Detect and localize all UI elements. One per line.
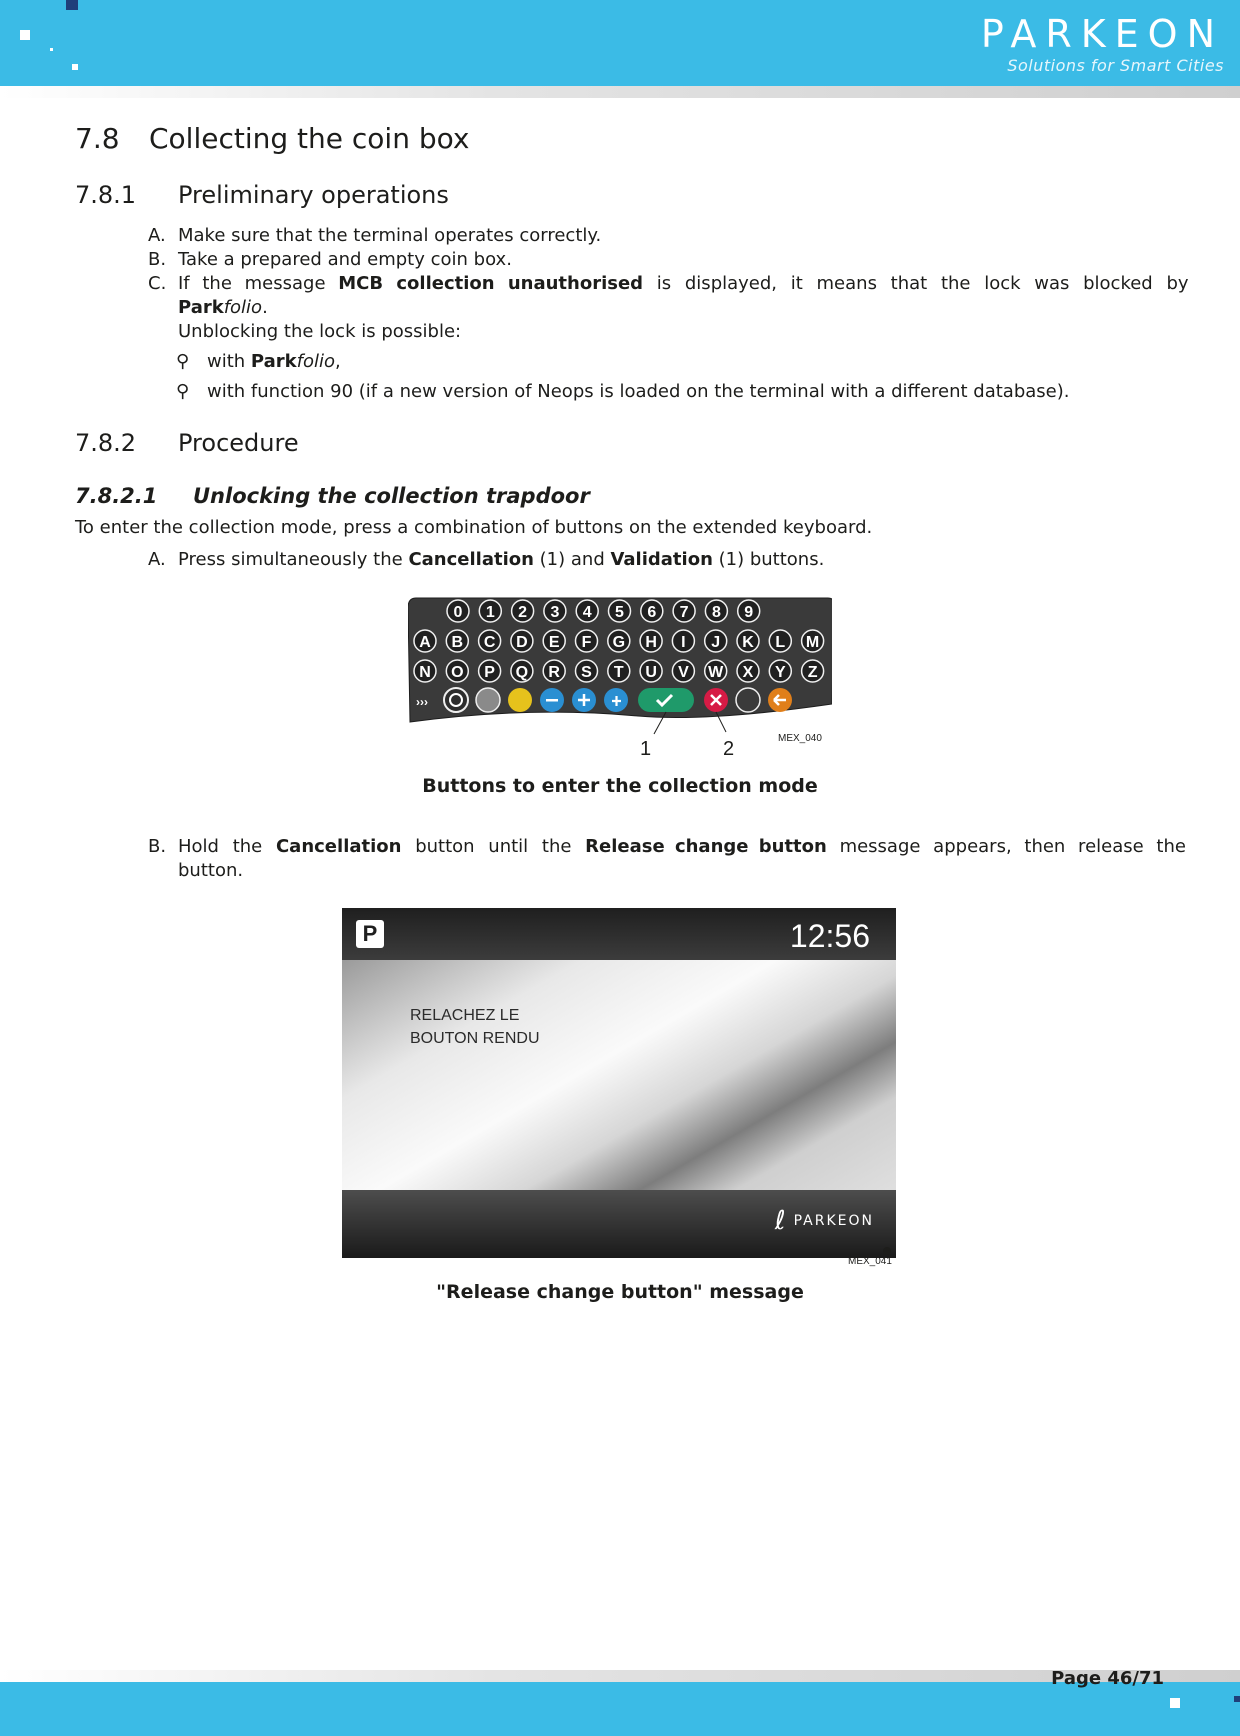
terminal-screen-figure — [342, 908, 896, 1258]
key-label: Q — [515, 664, 529, 681]
step-b-text — [178, 835, 1186, 859]
section-number: 7.8 — [75, 122, 120, 155]
header-dot — [66, 0, 78, 10]
screen-top-bar — [342, 908, 896, 960]
svg-text:›››: ››› — [416, 695, 428, 709]
key-label: F — [581, 634, 592, 651]
bullet-icon: ⚲ — [176, 381, 190, 402]
button-name: Cancellation — [275, 836, 402, 857]
list-label: B. — [148, 249, 167, 270]
key-label: P — [484, 664, 495, 681]
header-dot — [72, 64, 78, 70]
refresh-key — [508, 688, 532, 712]
text-run: If the message — [178, 273, 339, 294]
bullet-text: with function 90 (if a new version of Neops is loaded on the terminal with a different database). — [207, 381, 1070, 402]
key-label: 4 — [582, 604, 592, 621]
key-label: G — [612, 634, 626, 651]
screen-body — [342, 960, 896, 1198]
figure-reference: MEX_041 — [848, 1256, 892, 1267]
header-dot — [20, 30, 30, 40]
figure-reference: MEX_040 — [778, 733, 822, 744]
subsubsection-heading — [75, 484, 590, 508]
accessibility-key — [736, 688, 760, 712]
list-label: A. — [148, 549, 166, 570]
list-item-text: Make sure that the terminal operates correctly. — [178, 225, 602, 246]
power-key — [444, 688, 468, 712]
page-header — [0, 0, 1240, 86]
key-label: D — [516, 634, 528, 651]
list-item-text — [178, 272, 1189, 296]
subsection-heading-procedure — [75, 429, 299, 457]
list-item-text: Unblocking the lock is possible: — [178, 321, 462, 342]
text-run: . — [262, 297, 268, 318]
step-a-text — [178, 548, 824, 572]
key-label: S — [581, 664, 592, 681]
button-name: Validation — [610, 549, 713, 570]
subsection-number: 7.8.1 — [75, 181, 137, 209]
key-label: 9 — [744, 604, 754, 621]
parkeon-logo — [981, 14, 1224, 75]
key-label: 0 — [453, 604, 463, 621]
text-run: message appears, then release the — [826, 836, 1186, 857]
parkfolio-bold: Park — [250, 351, 297, 372]
extended-keyboard-figure — [408, 594, 832, 746]
page-number: Page 46/71 — [1051, 1668, 1164, 1689]
key-label: B — [451, 634, 464, 651]
key-label: M — [805, 634, 820, 651]
subsubsection-title: Unlocking the collection trapdoor — [193, 484, 590, 508]
step-b-text-line2: button. — [178, 860, 244, 881]
intro-paragraph: To enter the collection mode, press a combination of buttons on the extended keyboard. — [75, 517, 873, 538]
section-heading — [75, 122, 469, 155]
screen-message-line: RELACHEZ LE — [410, 1007, 520, 1024]
text-run: is displayed, it means that the lock was blocked by — [643, 273, 1189, 294]
key-label: Y — [774, 664, 786, 681]
subsection-heading-preliminary — [75, 181, 449, 209]
key-label: J — [711, 634, 721, 651]
key-label: E — [548, 634, 560, 651]
key-label: L — [775, 634, 786, 651]
key-label: A — [419, 634, 431, 651]
key-label: 2 — [518, 604, 528, 621]
key-label: T — [613, 664, 624, 681]
subsection-number: 7.8.2 — [75, 429, 137, 457]
header-dot — [50, 48, 53, 51]
key-label: V — [678, 664, 689, 681]
message-name: MCB collection unauthorised — [338, 273, 644, 294]
key-label: R — [548, 664, 560, 681]
subsection-title: Preliminary operations — [178, 181, 449, 209]
subsubsection-number: 7.8.2.1 — [75, 484, 158, 508]
logo-tagline: Solutions for Smart Cities — [1007, 56, 1224, 75]
bullet-text — [207, 350, 341, 374]
key-label: I — [681, 634, 686, 651]
page-footer — [0, 1682, 1240, 1736]
section-title: Collecting the coin box — [149, 122, 470, 155]
header-shadow — [0, 86, 1240, 98]
text-run: Hold the — [178, 836, 276, 857]
key-label: 5 — [615, 604, 624, 621]
parkfolio-italic: folio — [296, 351, 335, 372]
screen-clock: 12:56 — [789, 918, 870, 954]
footer-dot — [1170, 1698, 1180, 1708]
parkfolio-bold: Park — [178, 297, 224, 318]
subsection-title: Procedure — [178, 429, 299, 457]
button-name: Cancellation — [408, 549, 534, 570]
text-run: (1) buttons. — [712, 549, 825, 570]
list-label: A. — [148, 225, 166, 246]
callout-label: 2 — [723, 738, 735, 760]
key-label: O — [451, 664, 464, 681]
flag-key — [476, 688, 500, 712]
text-run: with — [207, 351, 251, 372]
key-label: N — [419, 664, 431, 681]
text-run: button until the — [401, 836, 586, 857]
key-label: C — [483, 634, 496, 651]
screen-logo-word: PARKEON — [793, 1213, 874, 1229]
list-item-text: Take a prepared and empty coin box. — [178, 249, 512, 270]
callout-label: 1 — [640, 738, 652, 760]
text-run: (1) and — [533, 549, 611, 570]
screen-logo — [775, 1206, 874, 1236]
key-label: 1 — [485, 604, 495, 621]
text-run: , — [335, 351, 341, 372]
parking-p-icon: P — [356, 920, 384, 948]
key-label: 7 — [679, 604, 689, 621]
key-label: W — [708, 664, 724, 681]
screen-dot — [883, 1247, 891, 1255]
key-label: Z — [807, 664, 818, 681]
figure-caption: "Release change button" message — [436, 1281, 804, 1303]
minus-icon — [546, 699, 558, 702]
screen-message-line: BOUTON RENDU — [410, 1030, 540, 1047]
list-label: C. — [148, 273, 167, 294]
key-label: X — [742, 664, 754, 681]
key-label: K — [742, 634, 754, 651]
bullet-icon: ⚲ — [176, 351, 190, 372]
figure-caption: Buttons to enter the collection mode — [422, 775, 818, 797]
key-label: 6 — [647, 604, 657, 621]
list-item-text — [178, 296, 268, 320]
key-label: U — [645, 664, 657, 681]
screen-message — [410, 1004, 540, 1050]
parkeon-p-icon: ℓ — [774, 1206, 788, 1236]
text-run: Press simultaneously the — [178, 549, 409, 570]
key-label: H — [645, 634, 657, 651]
parkfolio-italic: folio — [223, 297, 263, 318]
footer-dot — [1234, 1696, 1240, 1702]
list-label: B. — [148, 836, 167, 857]
key-label: 3 — [550, 604, 560, 621]
message-name: Release change button — [585, 836, 827, 857]
key-label: 8 — [711, 604, 721, 621]
logo-word: PARKEON — [980, 12, 1224, 56]
